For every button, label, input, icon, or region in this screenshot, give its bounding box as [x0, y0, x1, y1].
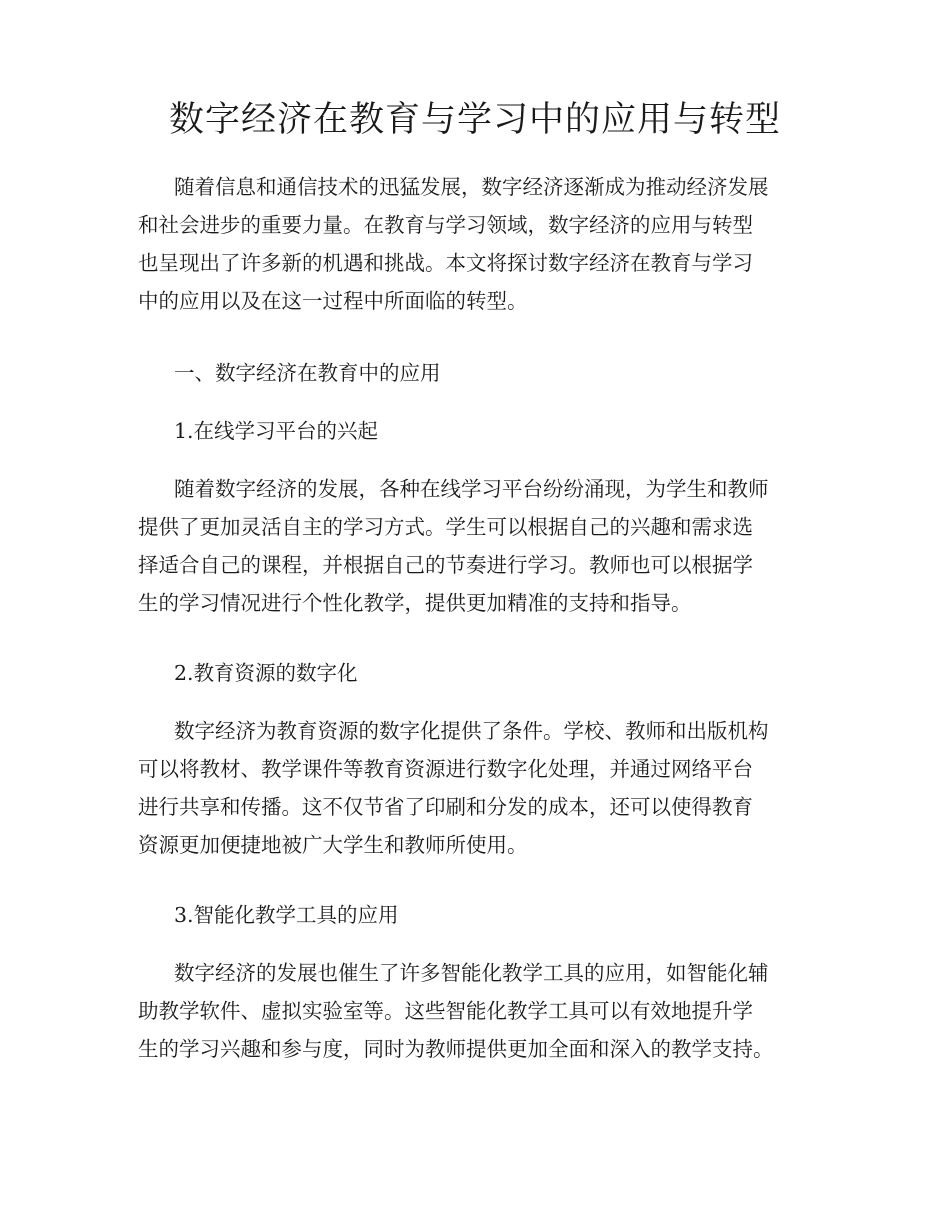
paragraph-line: 进行共享和传播。这不仅节省了印刷和分发的成本，还可以使得教育 — [138, 795, 753, 819]
subsection-2-paragraph — [138, 712, 828, 864]
paragraph-line: 择适合自己的课程，并根据自己的节奏进行学习。教师也可以根据学 — [138, 553, 753, 577]
subsection-1-paragraph — [138, 470, 828, 622]
paragraph-line: 生的学习兴趣和参与度，同时为教师提供更加全面和深入的教学支持。 — [138, 1037, 774, 1061]
paragraph-line: 资源更加便捷地被广大学生和教师所使用。 — [138, 833, 528, 857]
section-heading: 一、数字经济在教育中的应用 — [174, 361, 441, 385]
paragraph-line: 中的应用以及在这一过程中所面临的转型。 — [138, 289, 528, 313]
intro-paragraph — [138, 168, 828, 320]
paragraph-line: 随着信息和通信技术的迅猛发展，数字经济逐渐成为推动经济发展 — [174, 175, 769, 199]
paragraph-line: 也呈现出了许多新的机遇和挑战。本文将探讨数字经济在教育与学习 — [138, 251, 753, 275]
paragraph-line: 生的学习情况进行个性化教学，提供更加精准的支持和指导。 — [138, 591, 692, 615]
document-title: 数字经济在教育与学习中的应用与转型 — [168, 100, 781, 140]
subsection-heading-1: 1.在线学习平台的兴起 — [174, 419, 379, 443]
paragraph-line: 和社会进步的重要力量。在教育与学习领域，数字经济的应用与转型 — [138, 213, 753, 237]
paragraph-line: 数字经济为教育资源的数字化提供了条件。学校、教师和出版机构 — [174, 719, 769, 743]
subsection-3-paragraph — [138, 954, 828, 1068]
paragraph-line: 数字经济的发展也催生了许多智能化教学工具的应用，如智能化辅 — [174, 961, 769, 985]
paragraph-line: 助教学软件、虚拟实验室等。这些智能化教学工具可以有效地提升学 — [138, 999, 753, 1023]
paragraph-line: 可以将教材、教学课件等教育资源进行数字化处理，并通过网络平台 — [138, 757, 753, 781]
subsection-heading-3: 3.智能化教学工具的应用 — [174, 903, 399, 927]
subsection-heading-2: 2.教育资源的数字化 — [174, 661, 358, 685]
paragraph-line: 随着数字经济的发展，各种在线学习平台纷纷涌现，为学生和教师 — [174, 477, 769, 501]
paragraph-line: 提供了更加灵活自主的学习方式。学生可以根据自己的兴趣和需求选 — [138, 515, 753, 539]
